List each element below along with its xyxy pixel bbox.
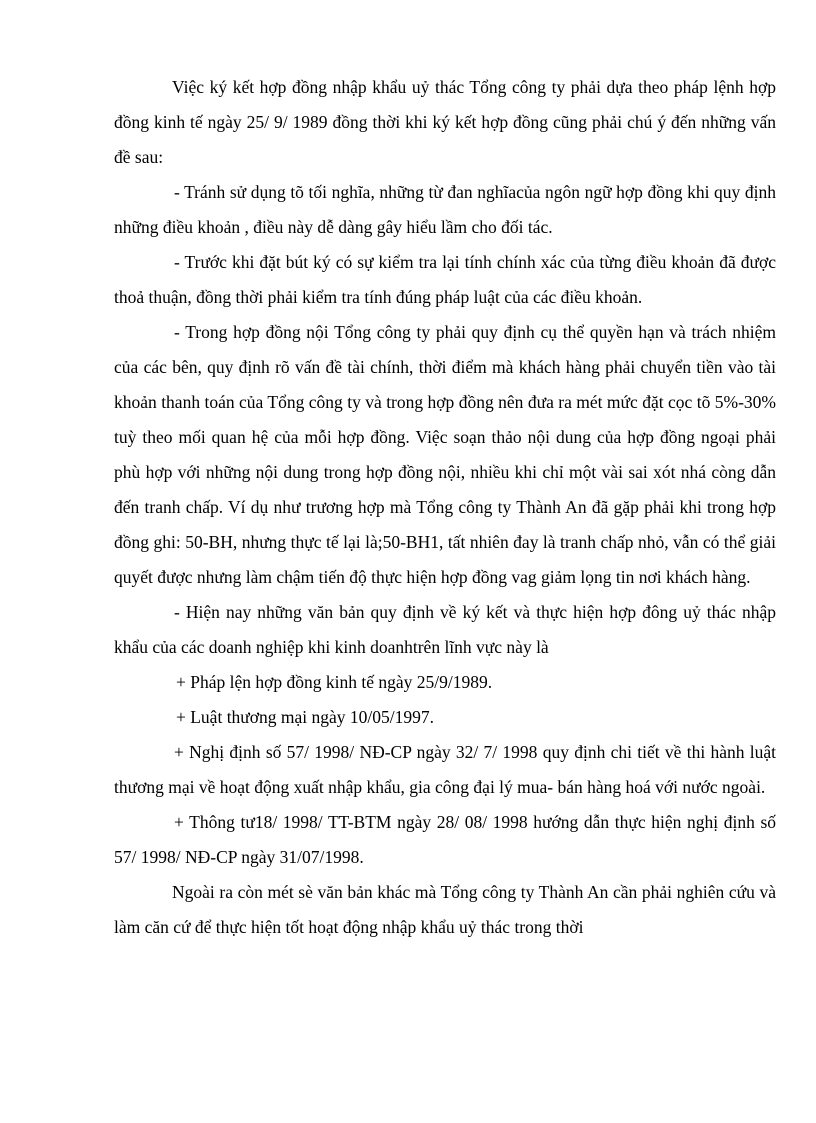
paragraph-check-before-signing: - Trước khi đặt bút ký có sự kiểm tra lại tính chính xác của từng điều khoản đã được thoả thuận, đồng thời phải kiểm tra tính đúng pháp luật của các điều khoản.: [114, 252, 776, 307]
document-body: [114, 70, 776, 945]
paragraph-other-documents: Ngoài ra còn mét sè văn bản khác mà Tổng công ty Thành An cần phải nghiên cứu và làm căn cứ để thực hiện tốt hoạt động nhập khẩu uỷ thác trong thời: [114, 882, 776, 937]
paragraph-intro: Việc ký kết hợp đồng nhập khẩu uỷ thác Tổng công ty phải dựa theo pháp lệnh hợp đồng kinh tế ngày 25/ 9/ 1989 đồng thời khi ký kết hợp đồng cũng phải chú ý đến những vấn đề sau:: [114, 77, 776, 167]
paragraph-ambiguous-words: - Tránh sử dụng tõ tối nghĩa, những từ đan nghĩacủa ngôn ngữ hợp đồng khi quy định những điều khoản , điều này dễ dàng gây hiểu lầm cho đối tác.: [114, 182, 776, 237]
list-item-ordinance: + Pháp lện hợp đồng kinh tế ngày 25/9/1989.: [176, 672, 493, 692]
list-item-circular: + Thông tư18/ 1998/ TT-BTM ngày 28/ 08/ 1998 hướng dẫn thực hiện nghị định số 57/ 1998/ NĐ-CP ngày 31/07/1998.: [114, 812, 776, 867]
paragraph-regulations-intro: - Hiện nay những văn bản quy định về ký kết và thực hiện hợp đông uỷ thác nhập khẩu của các doanh nghiệp khi kinh doanhtrên lĩnh vực này là: [114, 602, 776, 657]
paragraph-domestic-contract: - Trong hợp đồng nội Tổng công ty phải quy định cụ thể quyền hạn và trách nhiệm của các bên, quy định rõ vấn đề tài chính, thời điểm mà khách hàng phải chuyển tiền vào tài khoản thanh toán của Tổng công ty và trong hợp đồng nên đưa ra mét mức đặt cọc tõ 5%-30% tuỳ theo mối quan hệ của mỗi hợp đồng. Việc soạn thảo nội dung của hợp đồng ngoại phải phù hợp với những nội dung trong hợp đồng nội, nhiều khi chỉ một vài sai xót nhá còng dẫn đến tranh chấp. Ví dụ như trương hợp mà Tổng công ty Thành An đã gặp phải khi trong hợp đồng ghi: 50-BH, nhưng thực tế lại là;50-BH1, tất nhiên đay là tranh chấp nhỏ, vẫn có thể giải quyết được nhưng làm chậm tiến độ thực hiện hợp đồng vag giảm lọng tin nơi khách hàng.: [114, 322, 776, 587]
list-item-commercial-law: + Luật thương mại ngày 10/05/1997.: [176, 707, 435, 727]
list-item-decree: + Nghị định số 57/ 1998/ NĐ-CP ngày 32/ 7/ 1998 quy định chi tiết về thi hành luật thương mại về hoạt động xuất nhập khẩu, gia công đại lý mua- bán hàng hoá với nước ngoài.: [114, 742, 776, 797]
